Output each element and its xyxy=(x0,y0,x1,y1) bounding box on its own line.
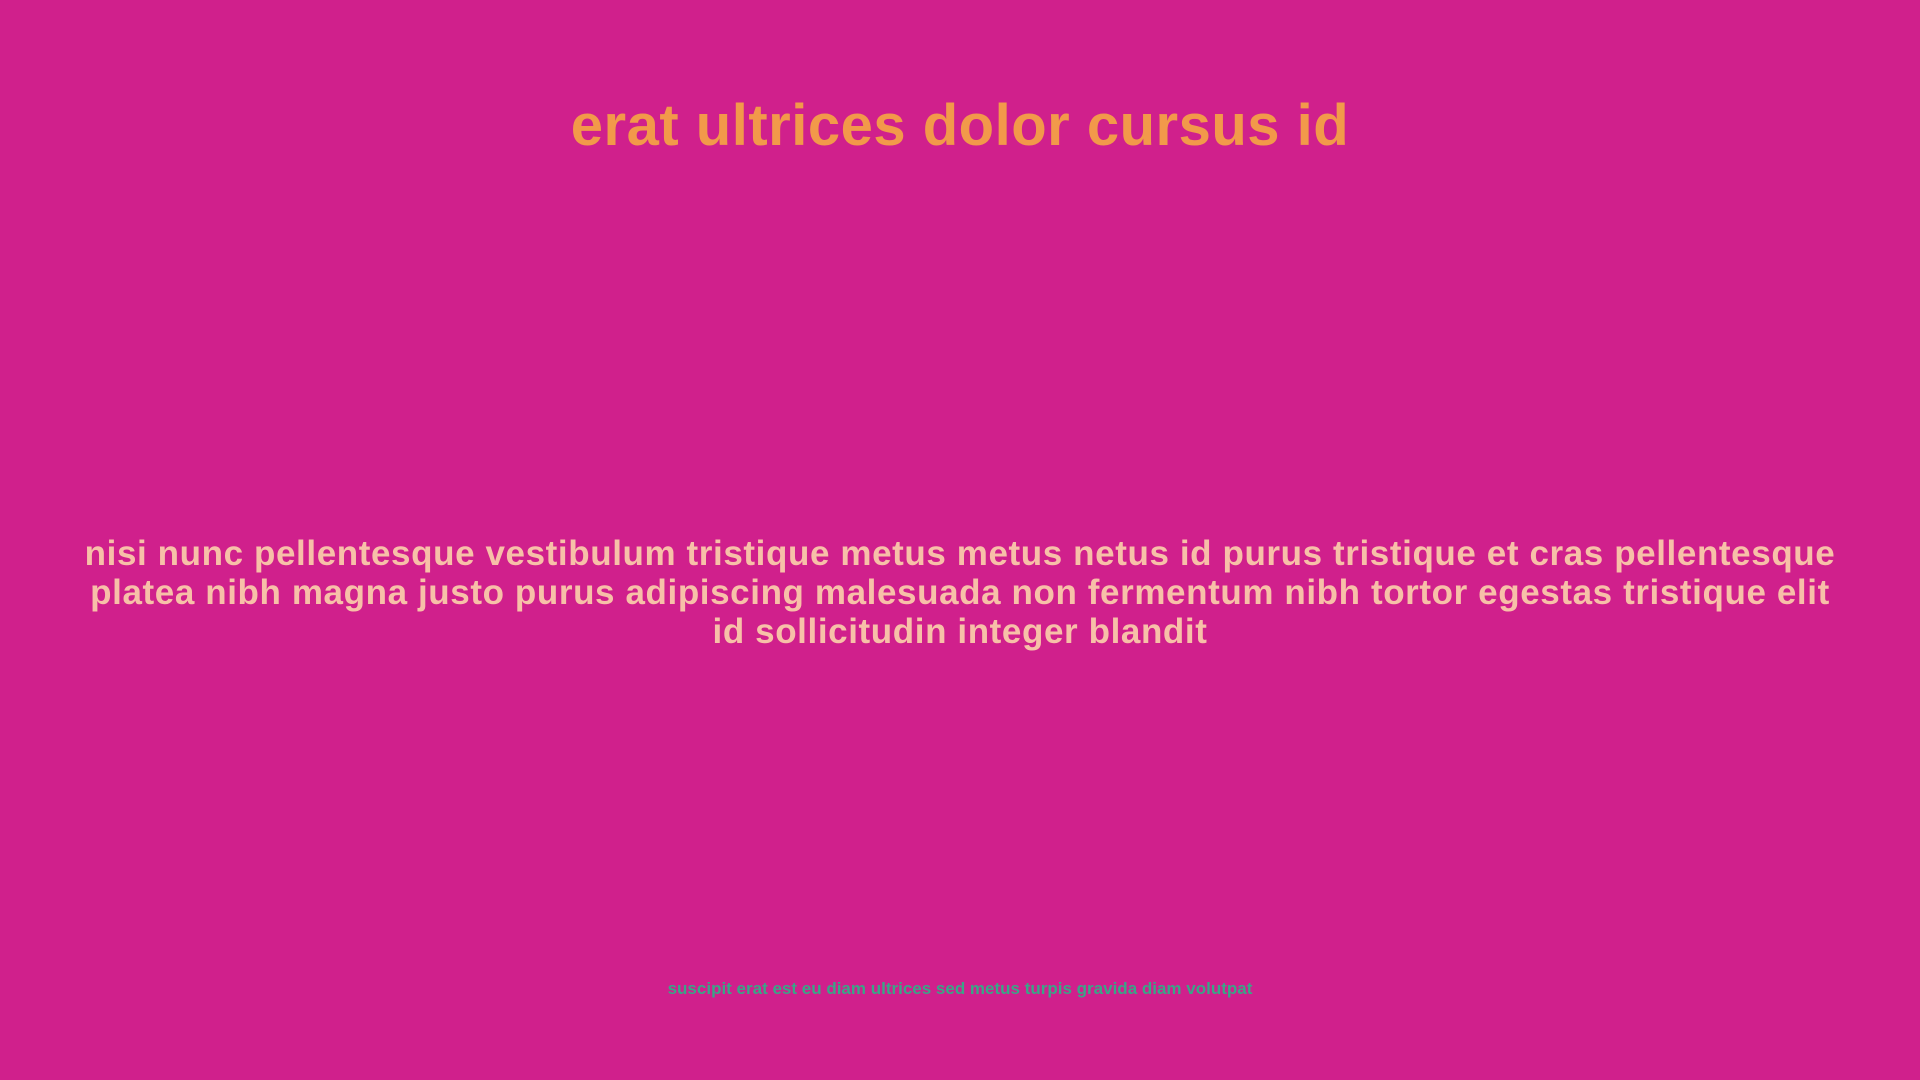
slide-body-text: nisi nunc pellentesque vestibulum tristique metus metus netus id purus tristique et cras pellentesque platea nibh magna justo purus adipiscing malesuada non fermentum nibh tortor egestas tristique elit id sollicitudin integer blandit xyxy=(84,534,1836,651)
slide-footer: suscipit erat est eu diam ultrices sed metus turpis gravida diam volutpat xyxy=(667,979,1253,998)
slide-title: erat ultrices dolor cursus id xyxy=(570,93,1350,158)
